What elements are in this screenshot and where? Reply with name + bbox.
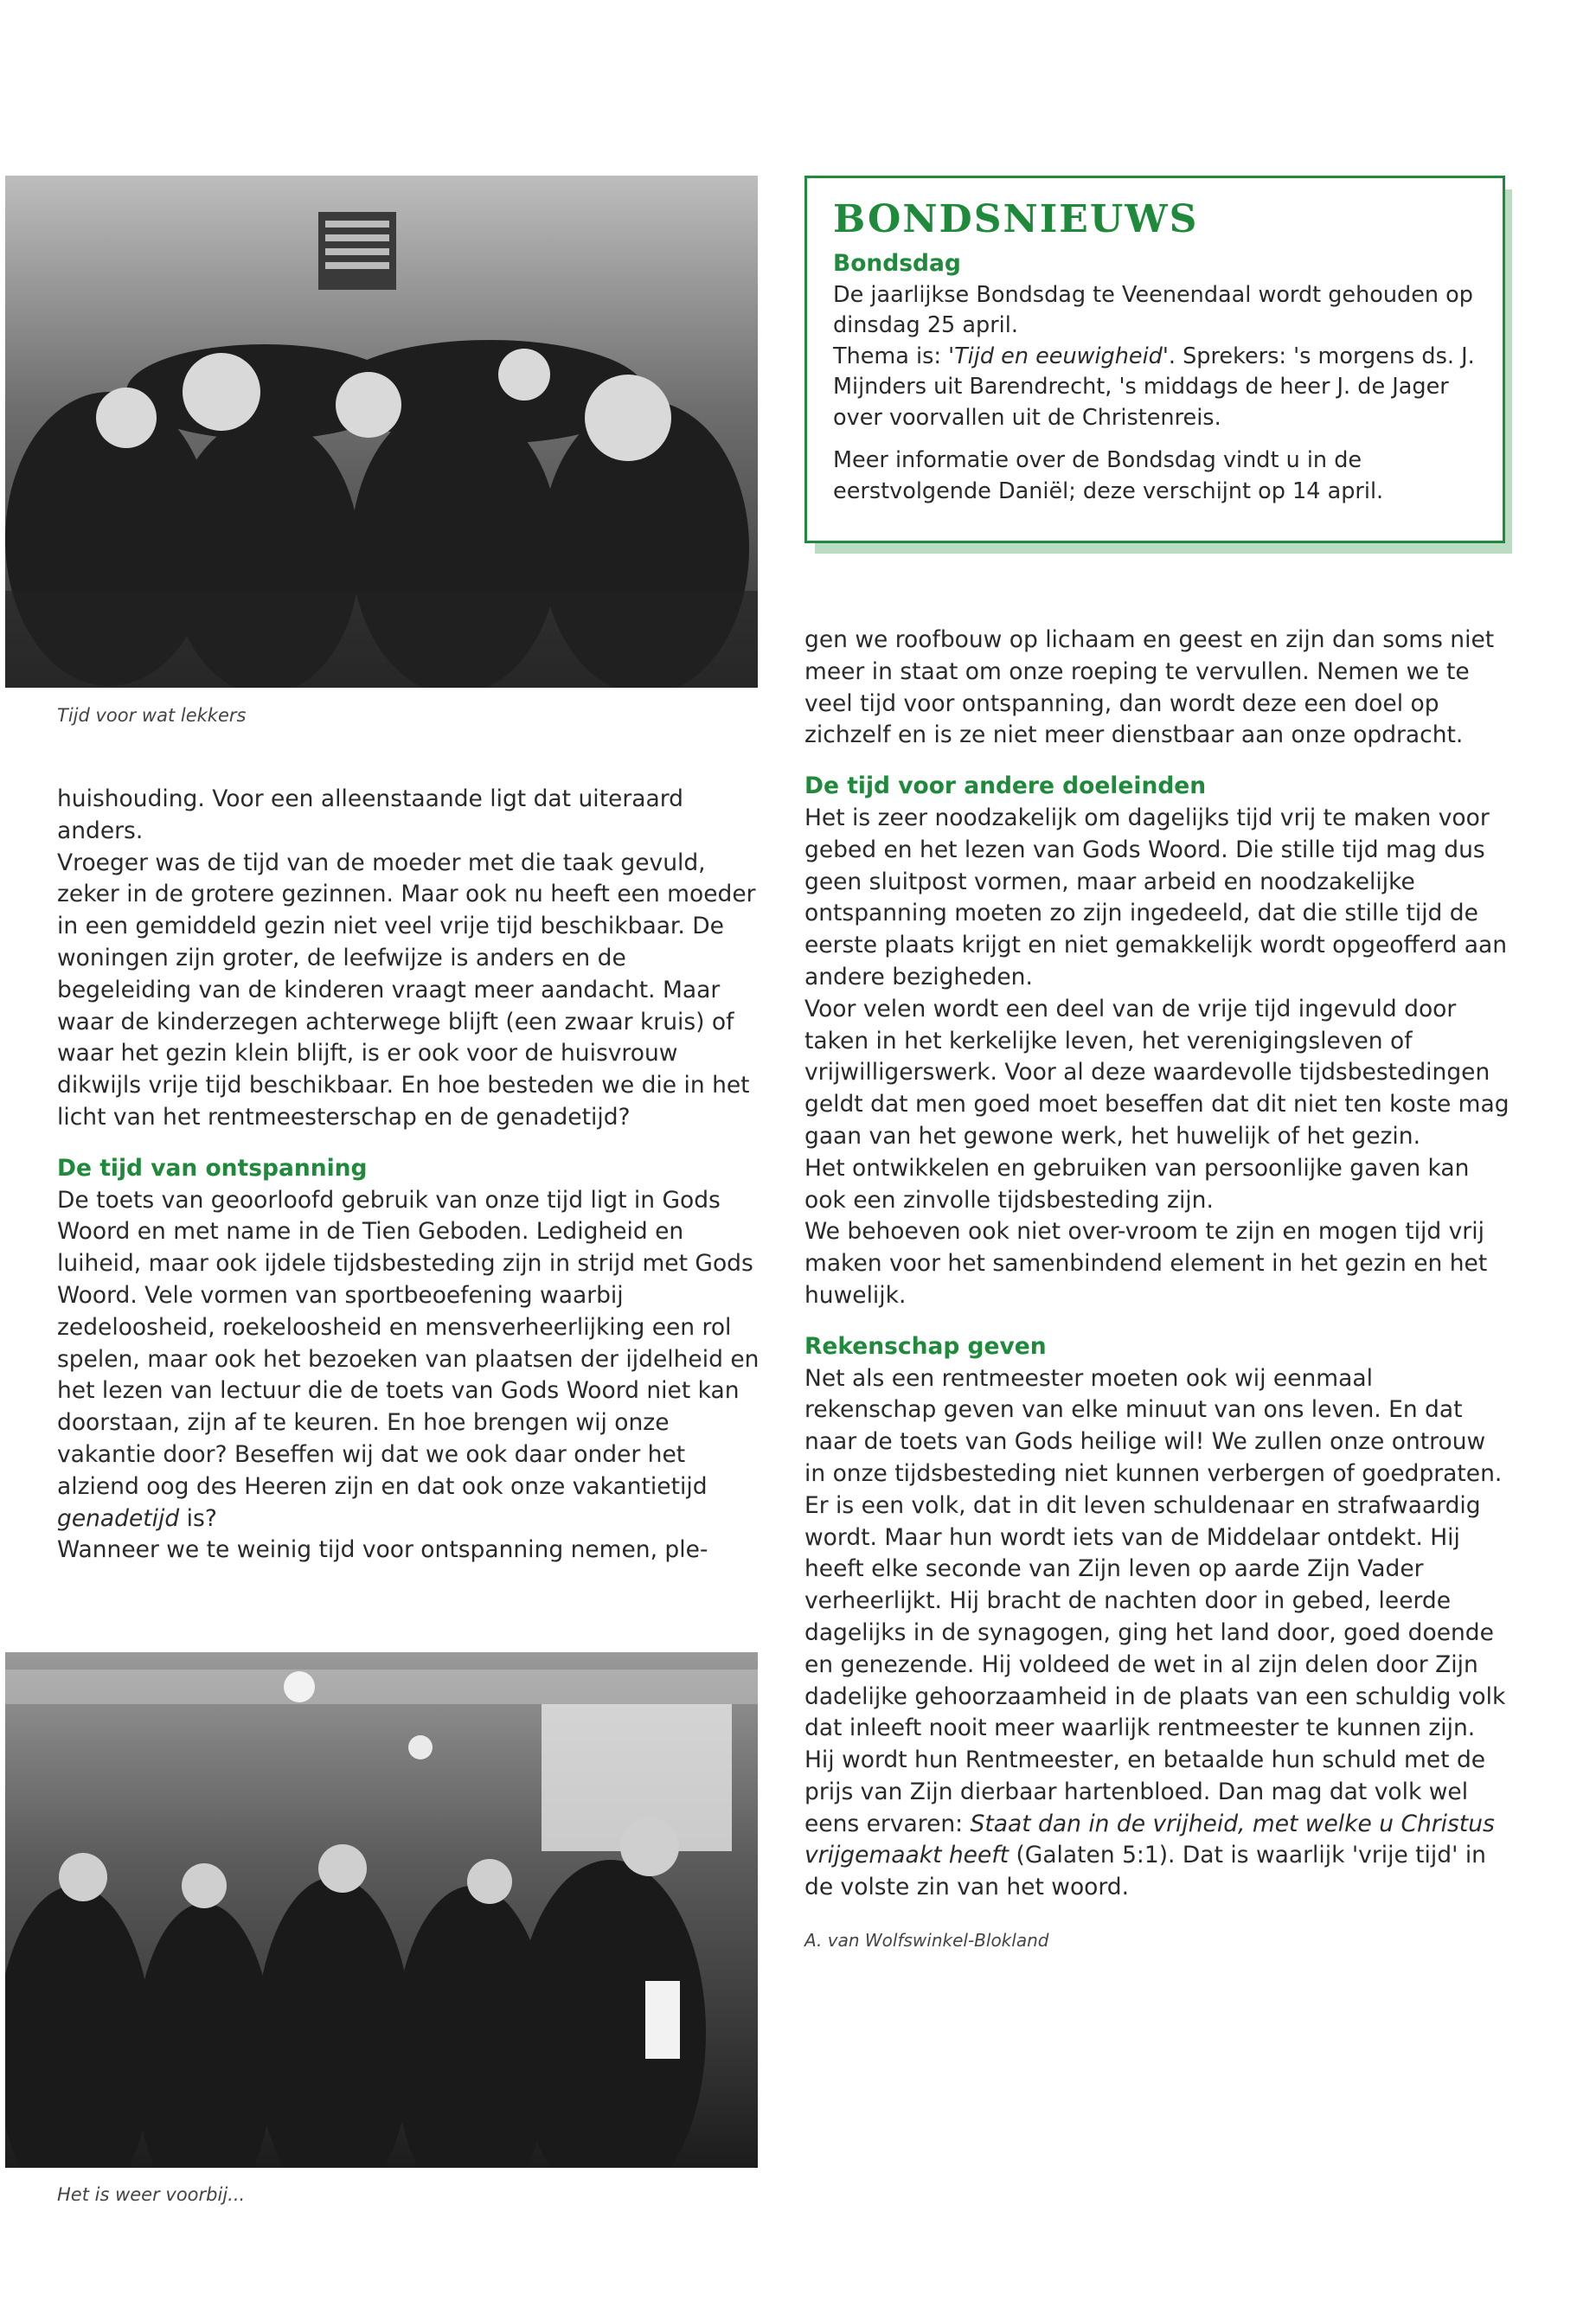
photo-bottom-caption: Het is weer voorbij...: [57, 2184, 246, 2205]
left-para-4: Wanneer we te weinig tijd voor ontspanning nemen, ple-: [57, 1536, 708, 1564]
news-box-para2: Meer informatie over de Bondsdag vindt u in de eerstvolgende Daniël; deze verschijnt op 14 april.: [833, 447, 1384, 504]
news-box-theme: [833, 342, 1477, 434]
right-para-4: Het ontwikkelen en gebruiken van persoonlijke gaven kan ook een zinvolle tijdsbesteding zijn.: [804, 1154, 1470, 1214]
theme-title: 'Tijd en eeuwigheid': [948, 343, 1169, 369]
right-column: [804, 625, 1509, 1957]
left-para-2: Vroeger was de tijd van de moeder met die taak gevuld, zeker in de grotere gezinnen. Maar ook nu heeft een moeder in een gemiddeld gezin niet veel vrije tijd beschikbaar. De woningen zijn groter, de leefwijze is anders en de begeleiding van de kinderen vraagt meer aandacht. Maar waar de kinderzegen achterwege blijft (een zwaar kruis) of waar het gezin klein blijft, is er ook voor de huisvrouw dikwijls vrije tijd beschikbaar. En hoe besteden we die in het licht van het rentmeesterschap en de genadetijd?: [57, 849, 756, 1131]
left-para-1: huishouding. Voor een alleenstaande ligt dat uiteraard anders.: [57, 785, 683, 844]
photo-bottom-image: [5, 1652, 758, 2168]
theme-rest: . Sprekers: 's morgens ds. J. Mijnders uit Barendrecht, 's middags de heer J. de Jager over voorvallen uit de Christenreis.: [833, 343, 1475, 431]
right-para-3: Voor velen wordt een deel van de vrije tijd ingevuld door taken in het kerkelijke leven, het verenigingsleven of vrijwilligerswerk. Voor al deze waardevolle tijdsbestedingen geldt dat men goed moet beseffen dat dit niet ten koste mag gaan van het gewone werk, het huwelijk of het gezin.: [804, 995, 1509, 1150]
right-para-1: gen we roofbouw op lichaam en geest en zijn dan soms niet meer in staat om onze roeping te vervullen. Nemen we te veel tijd voor ontspanning, dan wordt deze een doel op zichzelf en is ze niet meer dienstbaar aan onze opdracht.: [804, 626, 1495, 749]
theme-label: Thema is:: [833, 343, 949, 369]
left-para-3-em: genadetijd: [57, 1504, 180, 1532]
left-para-3: [57, 1185, 765, 1535]
news-box-para1: De jaarlijkse Bondsdag te Veenendaal wordt gehouden op dinsdag 25 april.: [833, 281, 1473, 339]
news-box-subtitle: Bondsdag: [833, 250, 961, 277]
news-box: [804, 176, 1505, 543]
photo-top-image: [5, 176, 758, 688]
left-para-3-a: De toets van geoorloofd gebruik van onze tijd ligt in Gods Woord en met name in de Tien Geboden. Ledigheid en luiheid, maar ook ijdele tijdsbesteding zijn in strijd met Gods Woord. Vele vormen van sportbeoefening waarbij zedeloosheid, roekeloosheid en mensverheerlijking een rol spelen, maar ook het bezoeken van plaatsen der ijdelheid en het lezen van lectuur die de toets van Gods Woord niet kan doorstaan, zijn af te keuren. En hoe brengen wij onze vakantie door? Beseffen wij dat we ook daar onder het alziend oog des Heeren zijn en dat ook onze vakantietijd: [57, 1186, 760, 1500]
heading-doeleinden: De tijd voor andere doeleinden: [804, 772, 1207, 800]
right-para-6-em: Staat dan in de vrijheid, met welke u Christus vrijgemaakt heeft: [804, 1810, 1495, 1869]
heading-ontspanning: De tijd van ontspanning: [57, 1154, 368, 1182]
photo-bottom: [5, 1652, 758, 2168]
right-para-6-b: (Galaten 5:1). Dat is waarlijk 'vrije tijd' in de volste zin van het woord.: [804, 1842, 1486, 1901]
news-box-title: BONDSNIEUWS: [833, 197, 1199, 241]
left-para-3-b: is?: [179, 1504, 217, 1532]
right-para-5: We behoeven ook niet over-vroom te zijn en mogen tijd vrij maken voor het samenbindend element in het gezin en het huwelijk.: [804, 1218, 1488, 1309]
left-column: [57, 784, 765, 1567]
photo-top: [5, 176, 758, 688]
right-para-2: Het is zeer noodzakelijk om dagelijks tijd vrij te maken voor gebed en het lezen van Gods Woord. Die stille tijd mag dus geen sluitpost vormen, maar arbeid en noodzakelijke ontspanning moeten zo zijn ingedeeld, dat die stille tijd de eerste plaats krijgt en niet gemakkelijk wordt opgeofferd aan andere bezigheden.: [804, 804, 1508, 990]
signature: A. van Wolfswinkel-Blokland: [804, 1930, 1049, 1952]
right-para-6: [804, 1363, 1509, 1905]
photo-top-caption: Tijd voor wat lekkers: [57, 705, 247, 726]
heading-rekenschap: Rekenschap geven: [804, 1332, 1047, 1360]
right-para-6-a: Net als een rentmeester moeten ook wij eenmaal rekenschap geven van elke minuut van ons leven. En dat naar de toets van Gods heilige wil! We zullen onze ontrouw in onze tijdsbesteding niet kunnen verbergen of goedpraten. Er is een volk, dat in dit leven schuldenaar en strafwaardig wordt. Maar hun wordt iets van de Middelaar ontdekt. Hij heeft elke seconde van Zijn leven op aarde Zijn Vader verheerlijkt. Hij bracht de nachten door in gebed, leerde dagelijks in de synagogen, ging het land door, goed doende en genezende. Hij voldeed de wet in al zijn delen door Zijn dadelijke gehoorzaamheid in de plaats van een schuldig volk dat inleeft nooit meer waarlijk rentmeester te kunnen zijn. Hij wordt hun Rentmeester, en betaalde hun schuld met de prijs van Zijn dierbaar hartenbloed. Dan mag dat volk wel eens ervaren:: [804, 1364, 1506, 1837]
